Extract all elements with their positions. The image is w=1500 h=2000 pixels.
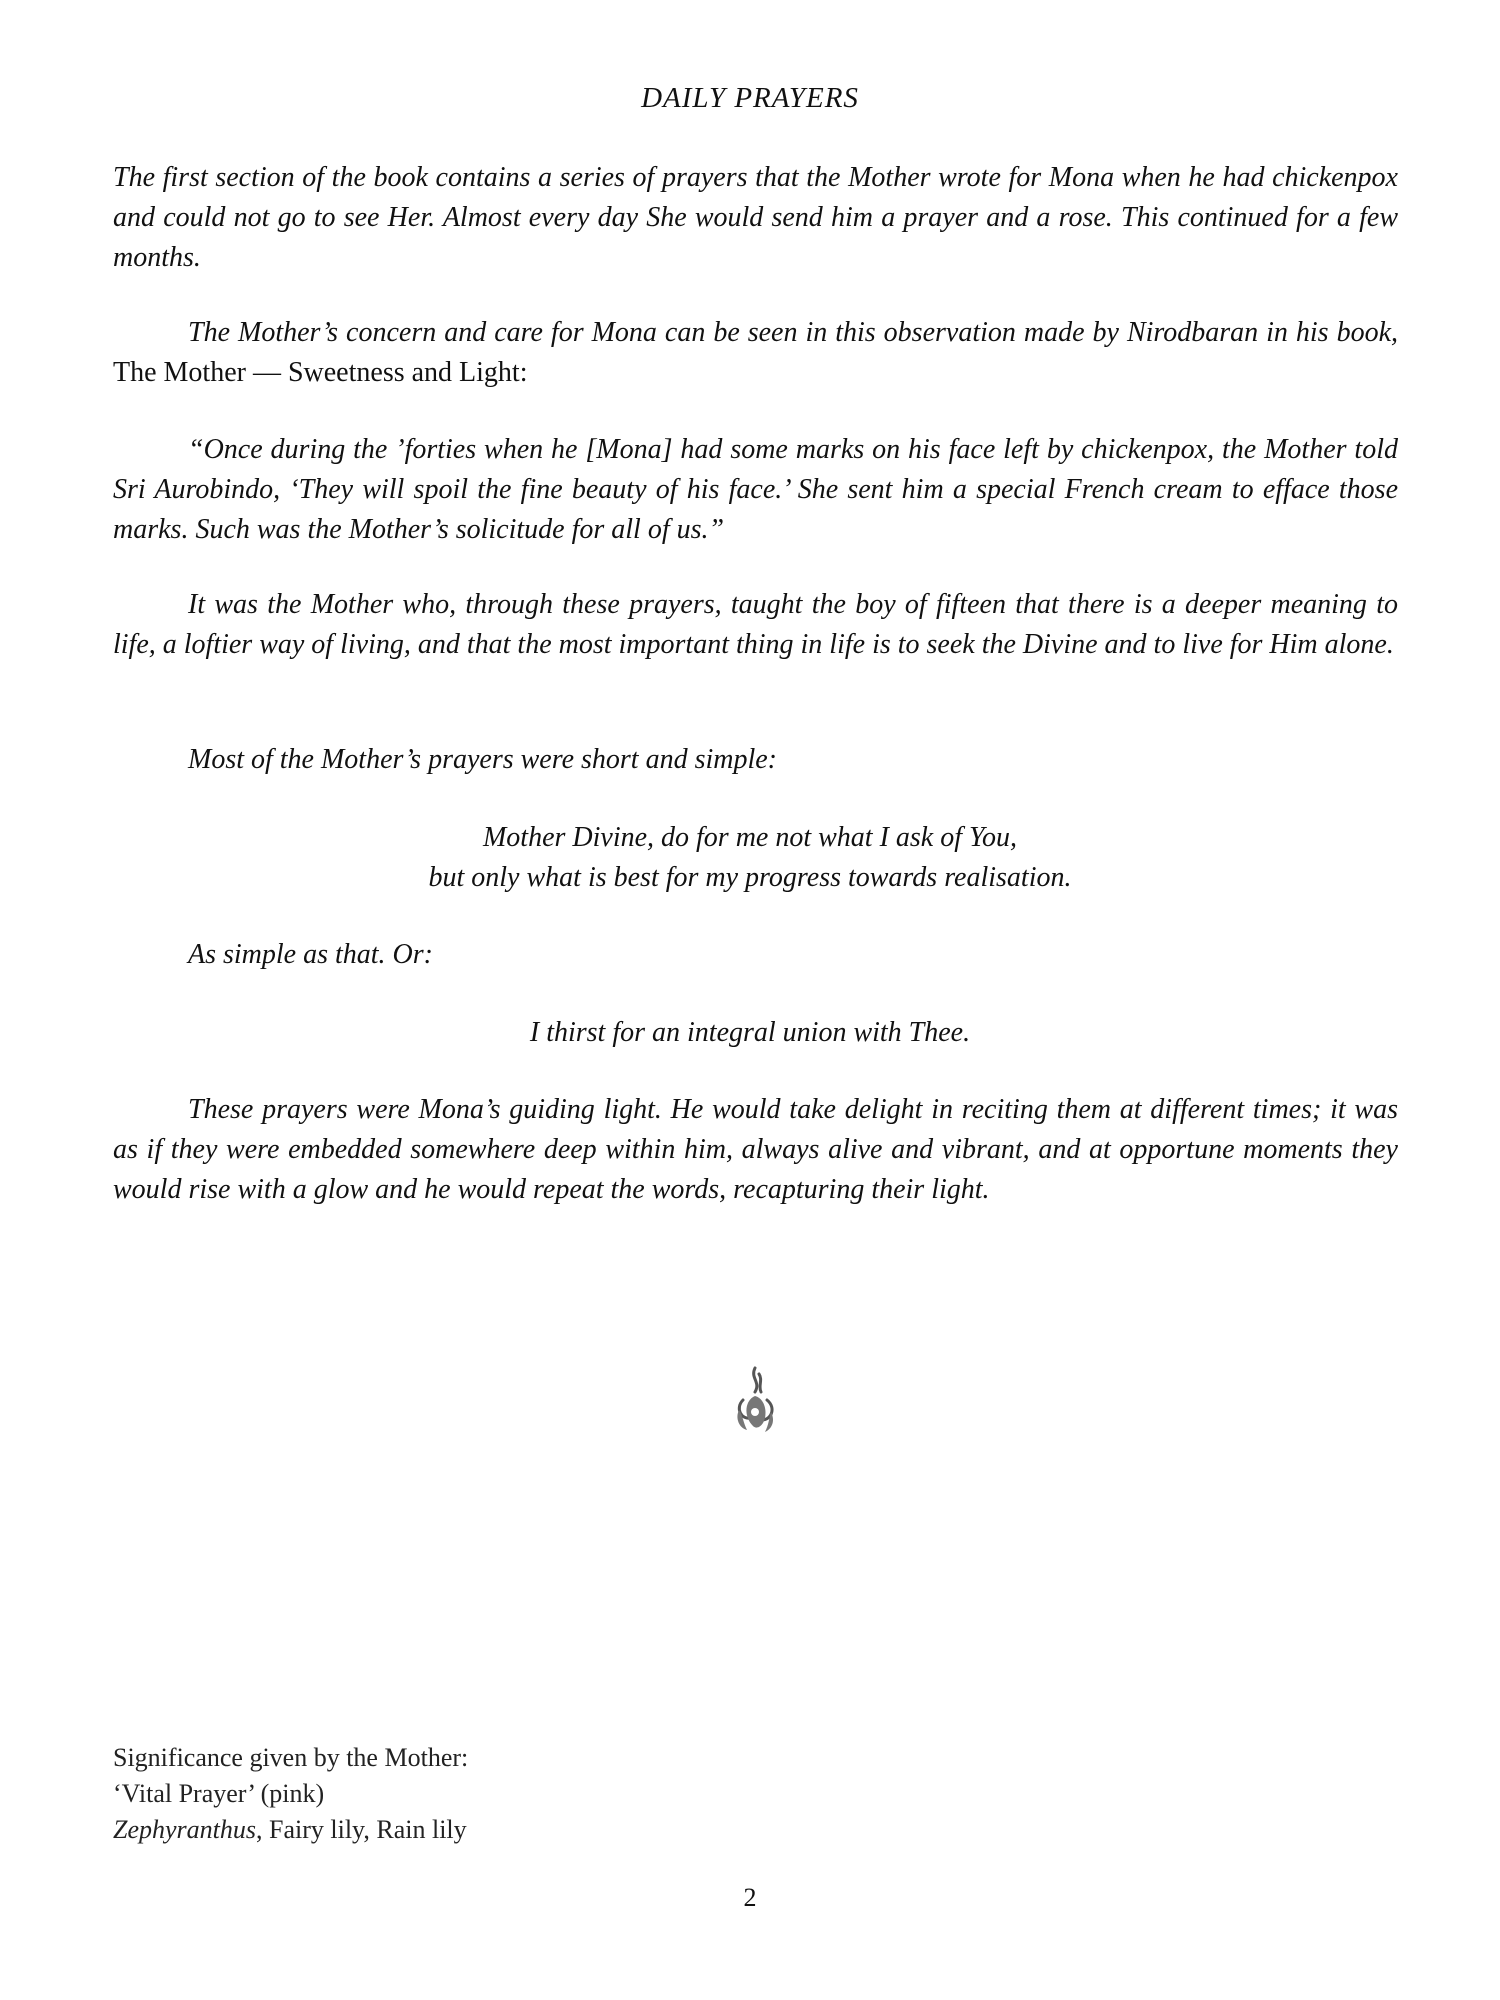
quote-paragraph: “Once during the ’forties when he [Mona] had some marks on his face left by chickenpox, the Mother told Sri Aurobindo, ‘They will spoil the fine beauty of his face.’ She sent him a special French cream to efface those marks. Such was the Mother’s solicitude for all of us.”: [113, 434, 1398, 545]
paragraph-nirodbaran-colon: :: [519, 357, 528, 388]
prayer-line-1: Mother Divine, do for me not what I ask of You,: [482, 822, 1018, 853]
common-names: , Fairy lily, Rain lily: [256, 1815, 467, 1844]
paragraph-boy-of-fifteen: It was the Mother who, through these prayers, taught the boy of fifteen that there is a deeper meaning to life, a loftier way of living, and that the most important thing in life is to seek the Divine and to live for Him alone.: [113, 589, 1398, 660]
prayer-line-2: but only what is best for my progress towards realisation.: [428, 862, 1072, 893]
paragraph-nirodbaran: [113, 313, 1398, 393]
book-title: The Mother — Sweetness and Light: [113, 357, 520, 388]
page-number: 2: [743, 1883, 757, 1912]
botanical-name: Zephyranthus: [113, 1815, 256, 1844]
paragraph-intro: The first section of the book contains a series of prayers that the Mother wrote for Mona when he had chickenpox and could not go to see Her. Almost every day She would send him a prayer and a rose. This continued for a few months.: [113, 162, 1398, 273]
paragraph-nirodbaran-text: The Mother’s concern and care for Mona can be seen in this observation made by Nirodbaran in his book,: [188, 317, 1398, 348]
paragraph-as-simple: As simple as that. Or:: [188, 939, 433, 970]
flower-icon: [725, 1360, 785, 1440]
paragraph-short-simple: Most of the Mother’s prayers were short and simple:: [188, 744, 777, 775]
prayer-integral-union: I thirst for an integral union with Thee.: [529, 1017, 971, 1048]
paragraph-guiding-light: These prayers were Mona’s guiding light. He would take delight in reciting them at different times; it was as if they were embedded somewhere deep within him, always alive and vibrant, and at opportune moments they would rise with a glow and he would repeat the words, recapturing their light.: [113, 1094, 1398, 1205]
significance-flower-names: [113, 1812, 468, 1848]
page-title: DAILY PRAYERS: [641, 82, 859, 114]
significance-heading: Significance given by the Mother:: [113, 1743, 469, 1772]
significance-block: [113, 1740, 468, 1848]
significance-meaning: ‘Vital Prayer’ (pink): [113, 1779, 325, 1808]
